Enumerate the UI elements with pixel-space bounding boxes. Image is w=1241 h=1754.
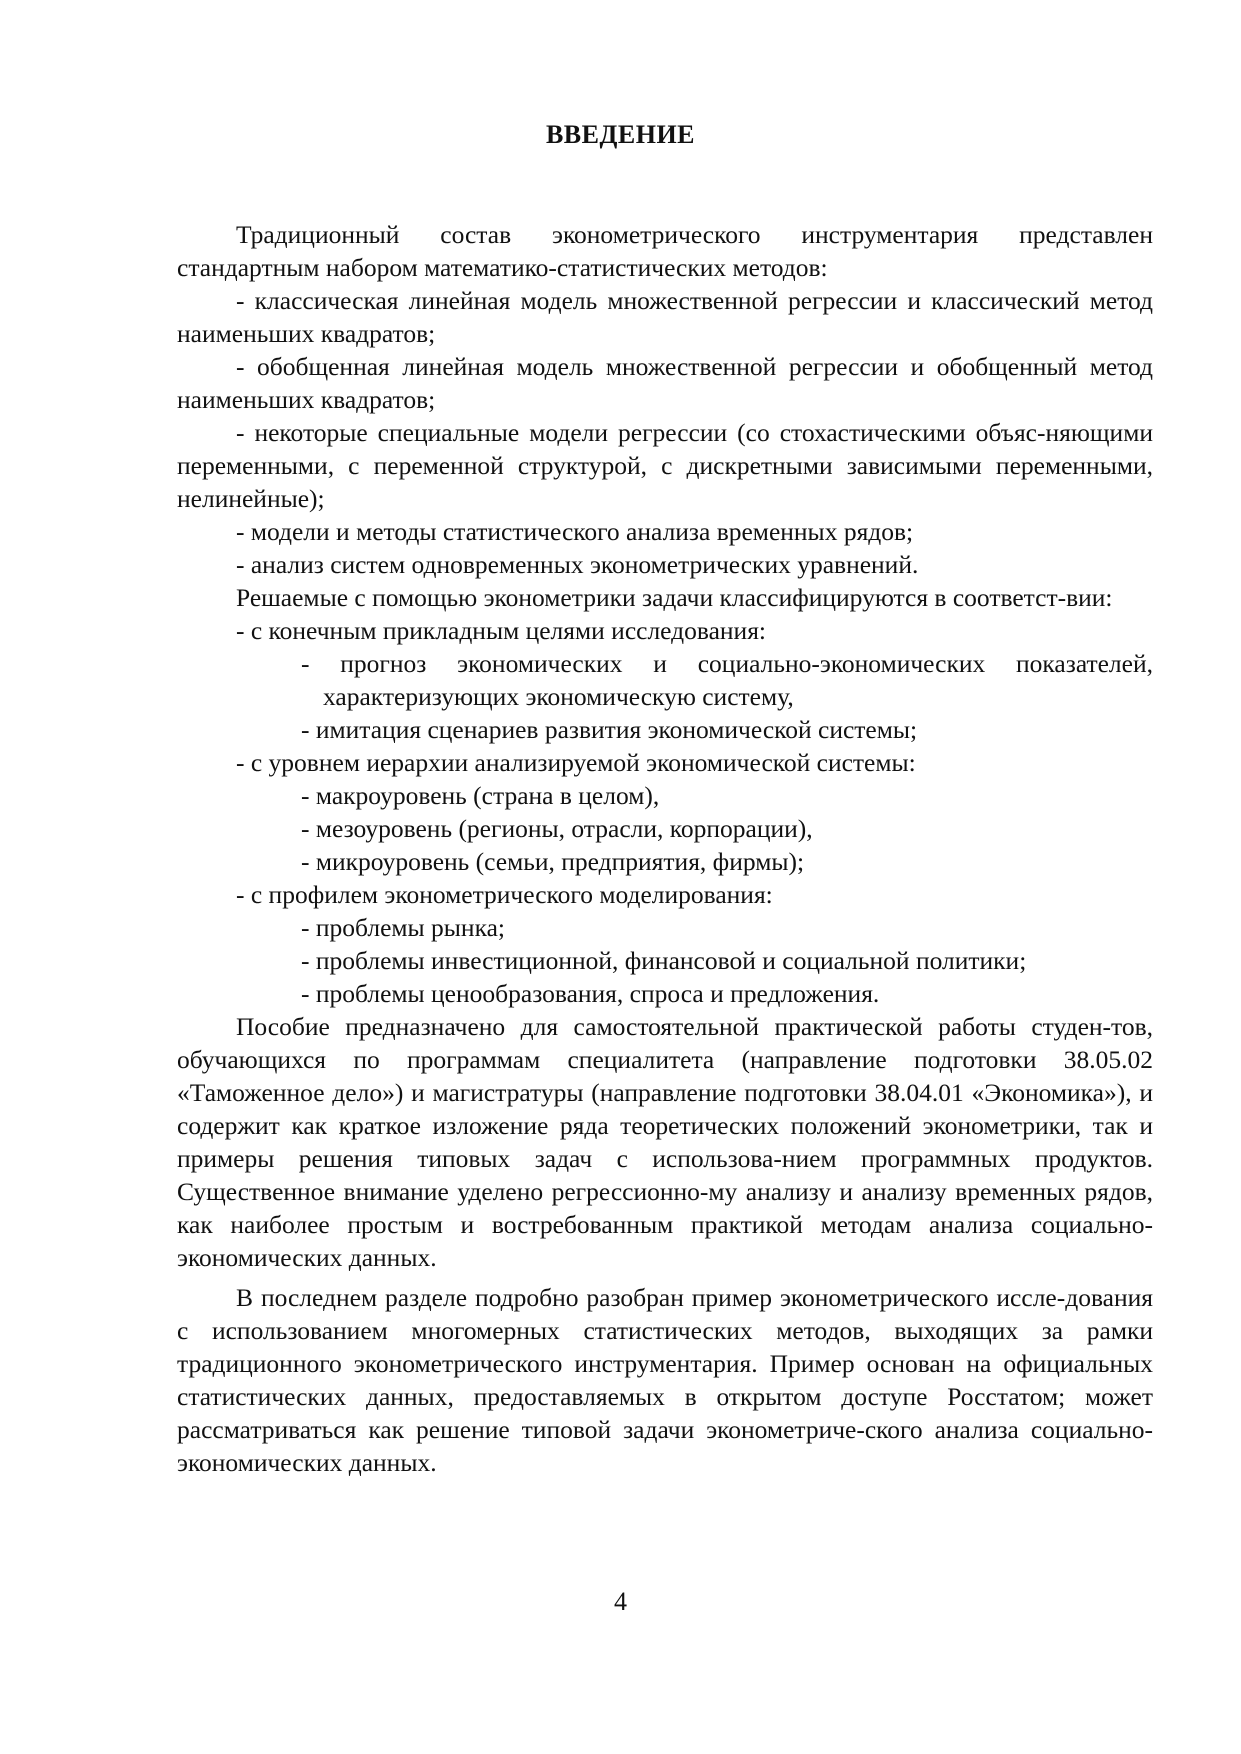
classification-label: - с конечным прикладным целями исследования: — [236, 616, 767, 645]
classification-item: - макроуровень (страна в целом), — [301, 781, 660, 810]
method-item: - некоторые специальные модели регрессии (со стохастическими объяс-няющими переменными, с переменной структурой, с дискретными зависимыми переменными, нелинейные); — [177, 418, 1153, 513]
method-item: - обобщенная линейная модель множественной регрессии и обобщенный метод наименьших квадратов; — [177, 352, 1153, 414]
page-title: ВВЕДЕНИЕ — [545, 120, 696, 149]
classification-item: - мезоуровень (регионы, отрасли, корпорации), — [301, 814, 813, 843]
classification-item: - имитация сценариев развития экономической системы; — [301, 715, 918, 744]
page-number: 4 — [614, 1587, 627, 1616]
method-item: - классическая линейная модель множественной регрессии и классический метод наименьших квадратов; — [177, 286, 1153, 348]
page-content — [177, 218, 1153, 1479]
last-section-paragraph: В последнем разделе подробно разобран пример эконометрического иссле-дования с использованием многомерных статистических методов, выходящих за рамки традиционного эконометрического инструментария. Пример основан на официальных статистических данных, предоставляемых в открытом доступе Росстатом; может рассматриваться как решение типовой задачи эконометриче-ского анализа социально-экономических данных. — [177, 1283, 1153, 1477]
tasks-intro-paragraph: Решаемые с помощью эконометрики задачи классифицируются в соответст-вии: — [236, 583, 1113, 612]
intro-paragraph: Традиционный состав эконометрического инструментария представлен стандартным набором математико-статистических методов: — [177, 220, 1153, 282]
classification-item: - проблемы ценообразования, спроса и предложения. — [301, 979, 880, 1008]
method-item: - анализ систем одновременных эконометрических уравнений. — [236, 550, 919, 579]
classification-item: - микроуровень (семьи, предприятия, фирмы); — [301, 847, 805, 876]
method-item: - модели и методы статистического анализа временных рядов; — [236, 517, 914, 546]
classification-item: - проблемы рынка; — [301, 913, 505, 942]
classification-item: - прогноз экономических и социально-экономических показателей, характеризующих экономическую систему, — [301, 649, 1153, 711]
purpose-paragraph: Пособие предназначено для самостоятельной практической работы студен-тов, обучающихся по программам специалитета (направление подготовки 38.05.02 «Таможенное дело») и магистратуры (направление подготовки 38.04.01 «Экономика»), и содержит как краткое изложение ряда теоретических положений эконометрики, так и примеры решения типовых задач с использова-нием программных продуктов. Существенное внимание уделено регрессионно-му анализу и анализу временных рядов, как наиболее простым и востребованным практикой методам анализа социально-экономических данных. — [177, 1012, 1153, 1272]
classification-label: - с профилем эконометрического моделирования: — [236, 880, 773, 909]
classification-item: - проблемы инвестиционной, финансовой и социальной политики; — [301, 946, 1027, 975]
classification-label: - с уровнем иерархии анализируемой экономической системы: — [236, 748, 916, 777]
